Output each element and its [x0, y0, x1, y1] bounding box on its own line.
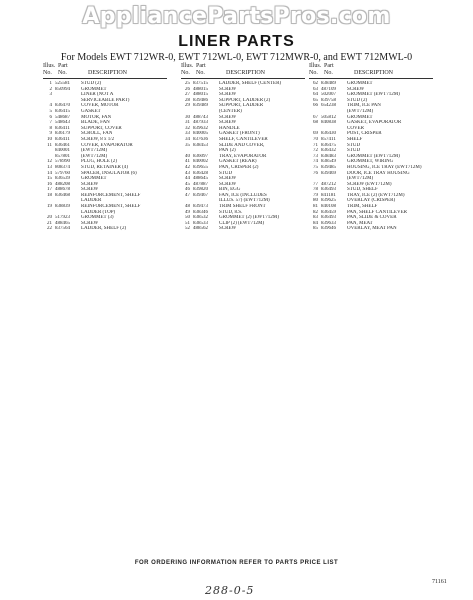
illus-number: 72 — [313, 148, 318, 154]
part-description: TRAY, EVAPORATOR — [219, 153, 267, 159]
part-description: BIN, EGG — [219, 187, 241, 193]
illus-number: 43 — [185, 170, 190, 176]
part-description: HOUSING, ICE TRAY (EWT712M) — [347, 164, 422, 170]
part-number: 808374 — [55, 164, 70, 170]
part-description: SCREW — [81, 220, 99, 226]
illus-number: 29 — [185, 103, 190, 109]
part-description: PAN, SHELF CANTILEVER — [347, 209, 407, 215]
column-header — [309, 63, 433, 77]
illus-number: 5 — [49, 108, 52, 114]
part-description: (EWT712M) — [81, 153, 108, 159]
part-row — [43, 226, 167, 232]
illus-number: 31 — [185, 120, 190, 126]
part-number: 839655 — [193, 164, 208, 170]
illus-number: 26 — [185, 86, 190, 92]
part-description: STUD (2) — [347, 97, 368, 103]
part-number: 839473 — [193, 204, 208, 210]
part-description: FAN, ICE (INCLUDES — [219, 192, 267, 198]
part-description: SCROLL, FAN — [81, 131, 113, 137]
illus-number: 27 — [185, 92, 190, 98]
illus-number: 14 — [47, 170, 52, 176]
part-description: LADDER, SHELF (CENTER) — [219, 81, 282, 86]
illus-number: 51 — [185, 220, 190, 226]
part-number: 502007 — [321, 92, 336, 98]
part-description: LINER (NOT A — [81, 92, 114, 98]
part-number: 836415 — [55, 108, 70, 114]
part-description: TRIM SHELF FRONT — [219, 204, 266, 210]
part-number: 836459 — [321, 209, 336, 215]
part-number: 488562 — [193, 226, 208, 232]
illus-number: 41 — [185, 159, 190, 165]
part-description: CLIP (2) (EWT712M) — [219, 220, 265, 226]
part-description: POST, CRISPER — [347, 131, 382, 137]
illus-number: 67 — [313, 114, 318, 120]
part-number: 839632 — [193, 125, 208, 131]
illus-number: 40 — [185, 153, 190, 159]
part-description: GROMMET (3) — [81, 215, 114, 221]
illus-number: 78 — [313, 187, 318, 193]
part-description: SCREW — [219, 120, 237, 126]
part-number: 850994 — [55, 86, 70, 92]
part-number: 525581 — [55, 81, 70, 86]
part-number: 838489 — [321, 81, 336, 86]
part-description: GROMMET (2) (EWT712M) — [219, 215, 279, 221]
illus-number: 33 — [185, 131, 190, 137]
illus-number: 68 — [313, 120, 318, 126]
illus-number: 79 — [313, 192, 318, 198]
part-number: 839820 — [193, 187, 208, 193]
part-number: 836468 — [55, 192, 70, 198]
part-number: 836097 — [193, 153, 208, 159]
part-no-header: Part No. — [58, 63, 68, 76]
illus-number: 52 — [185, 226, 190, 232]
part-description: (EWT712M) — [347, 108, 374, 114]
part-number: 487109 — [321, 86, 336, 92]
illus-number: 8 — [49, 125, 52, 131]
part-number: 840005 — [193, 131, 208, 137]
part-number: 488208 — [55, 181, 70, 187]
part-description: SCREW — [219, 86, 237, 92]
part-no-header: Part No. — [324, 63, 334, 76]
part-number: 488015 — [193, 86, 208, 92]
illus-number: 44 — [185, 176, 190, 182]
part-number: 836411 — [55, 136, 70, 142]
part-row — [181, 226, 305, 232]
part-description: SUPPORT, LADDER — [219, 103, 264, 109]
part-description: STUD — [347, 142, 361, 148]
part-number: 578990 — [55, 159, 70, 165]
part-description: SUPPORT, COVER — [81, 125, 122, 131]
part-number: 857801 — [55, 153, 70, 159]
part-number: 838549 — [321, 159, 336, 165]
part-number: 488743 — [193, 114, 208, 120]
part-row — [309, 226, 433, 232]
illus-number: 77 — [313, 181, 318, 187]
part-description: SUPPORT, LADDER (2) — [219, 97, 271, 103]
illus-number: 73 — [313, 153, 318, 159]
header-rule — [43, 78, 167, 79]
watermark: AppliancePartsPros.com — [82, 4, 391, 29]
part-number: 839489 — [193, 103, 208, 109]
part-description: STUD — [219, 170, 233, 176]
part-description: MOTOR, FAN — [81, 114, 112, 120]
part-number: 836539 — [55, 176, 70, 182]
part-description: COVER, EVAPORATOR — [81, 142, 133, 148]
ordering-note: FOR ORDERING INFORMATION REFER TO PARTS PRICE LIST — [134, 560, 339, 566]
illus-no-header: Illus. No. — [181, 63, 194, 76]
part-description: SCREW — [81, 181, 99, 187]
part-description: (EWT712M) — [347, 176, 374, 182]
part-number: 836461 — [55, 142, 70, 148]
illus-no-header: Illus. No. — [43, 63, 56, 76]
part-description: GROMMET — [81, 86, 107, 92]
part-description: SCREW — [219, 226, 237, 232]
part-description: PAN, MEAT — [347, 220, 373, 226]
illus-number: 10 — [47, 136, 52, 142]
illus-number: 6 — [49, 114, 52, 120]
part-number: 838533 — [193, 220, 208, 226]
part-description: STUD (2) — [81, 81, 102, 86]
part-number: 839469 — [321, 170, 336, 176]
illus-number: 28 — [185, 97, 190, 103]
illus-number: 64 — [313, 92, 318, 98]
illus-no-header: Illus. No. — [309, 63, 322, 76]
part-description: REINFORCEMENT, SHELF — [81, 204, 141, 210]
part-description: SPACER, INSULATOR (6) — [81, 170, 137, 176]
part-description: GROMMET — [81, 176, 107, 182]
illus-number: 80 — [313, 198, 318, 204]
part-description: SCREW — [219, 92, 237, 98]
part-number: 857411 — [321, 136, 336, 142]
part-number: 839625 — [321, 198, 336, 204]
illus-number: 20 — [47, 215, 52, 221]
part-number: 840838 — [321, 120, 336, 126]
part-number: 836475 — [321, 142, 336, 148]
illus-number: 7 — [49, 120, 52, 126]
part-number: 487887 — [193, 181, 208, 187]
part-number: 839758 — [321, 97, 336, 103]
illus-number: 62 — [313, 81, 318, 86]
part-description: GROMMET — [347, 114, 373, 120]
illus-number: 30 — [185, 114, 190, 120]
illus-number: 71 — [313, 142, 318, 148]
part-description: GROMMET (EWT712M) — [347, 92, 400, 98]
illus-number: 3 — [49, 92, 52, 98]
illus-number: 46 — [185, 187, 190, 193]
column-header — [43, 63, 167, 77]
part-description: COVER — [347, 125, 364, 131]
part-description: STUD — [347, 148, 361, 154]
part-number: 505812 — [321, 114, 336, 120]
part-number: 837636 — [193, 136, 208, 142]
part-description: STUD, SHELF — [347, 187, 378, 193]
parts-list — [43, 81, 167, 232]
illus-number: 11 — [47, 142, 52, 148]
part-number: 839633 — [321, 220, 336, 226]
part-number: 548643 — [55, 120, 70, 126]
description-header: DESCRIPTION — [88, 70, 128, 76]
part-description: GROMMET, WIRING — [347, 159, 394, 165]
handwritten-note: 288-0-5 — [205, 584, 255, 597]
illus-number: 16 — [47, 181, 52, 187]
illus-number: 15 — [47, 176, 52, 182]
part-number: 838839 — [55, 204, 70, 210]
illus-number: 17 — [47, 187, 52, 193]
part-description: GASKET (REAR) — [219, 159, 257, 165]
part-number: 488645 — [193, 176, 208, 182]
illus-number: 75 — [313, 164, 318, 170]
part-number: 487933 — [193, 120, 208, 126]
part-number: 836493 — [321, 215, 336, 221]
part-description: SCREW (EWT712M) — [347, 181, 392, 187]
illus-number: 4 — [49, 103, 52, 109]
part-description: SCREW — [219, 176, 237, 182]
part-description: TRIM, SHELF — [347, 204, 378, 210]
header-rule — [181, 78, 305, 79]
part-number: 517923 — [55, 215, 70, 221]
illus-number: 35 — [185, 142, 190, 148]
part-number: 488465 — [55, 220, 70, 226]
illus-number: 85 — [313, 226, 318, 232]
illus-number: 63 — [313, 86, 318, 92]
part-description: STUD, RETAINER (4) — [81, 164, 128, 170]
part-number: 839485 — [321, 164, 336, 170]
part-number: 836493 — [321, 187, 336, 193]
part-description: GROMMET — [347, 81, 373, 86]
part-description: REINFORCEMENT, SHELF — [81, 192, 141, 198]
part-no-header: Part No. — [196, 63, 206, 76]
part-number: 838346 — [193, 209, 208, 215]
page-title: LINER PARTS — [178, 33, 295, 50]
illus-number: 9 — [49, 131, 52, 137]
description-header: DESCRIPTION — [354, 70, 394, 76]
part-number: 654238 — [321, 103, 336, 109]
part-description: HANDLE — [219, 125, 240, 131]
illus-number: 34 — [185, 136, 190, 142]
page-code: 71161 — [432, 579, 447, 585]
part-description: PAN (2) — [219, 148, 236, 154]
illus-number: 82 — [313, 209, 318, 215]
part-number: 841181 — [321, 192, 336, 198]
part-number: 837515 — [193, 81, 208, 86]
illus-number: 69 — [313, 131, 318, 137]
part-description: PAN, SLIDE & COVER — [347, 215, 397, 221]
illus-number: 19 — [47, 204, 52, 210]
illus-number: 66 — [313, 103, 318, 109]
part-description: SCREW — [219, 181, 237, 187]
part-number: 488678 — [55, 187, 70, 193]
illus-number: 21 — [47, 220, 52, 226]
part-description: TRIM, ICE PAN — [347, 103, 381, 109]
part-number: 836430 — [321, 131, 336, 137]
part-number: 487212 — [321, 181, 336, 187]
parts-list — [309, 81, 433, 232]
part-description: SCREW — [81, 187, 99, 193]
page-subtitle: For Models EWT 712WR-0, EWT 712WL-0, EWT 712MWR-0, and EWT 712MWL-0 — [60, 52, 413, 63]
part-description: PAN, CRISPER (2) — [219, 164, 259, 170]
part-description: TRAY, ICE (2) (EWT712M) — [347, 192, 405, 198]
part-number: 838483 — [321, 153, 336, 159]
part-number: 840108 — [321, 204, 336, 210]
description-header: DESCRIPTION — [226, 70, 266, 76]
part-number: 488015 — [193, 92, 208, 98]
part-description: STUD, 8.S. — [219, 209, 243, 215]
illus-number: 76 — [313, 170, 318, 176]
part-number: 836428 — [193, 170, 208, 176]
part-number: 836432 — [321, 148, 336, 154]
illus-number: 18 — [47, 192, 52, 198]
part-description: ILLUS. 57) (EWT712M) — [219, 198, 270, 204]
part-number: 840001 — [55, 148, 70, 154]
part-description: OVERLAY, MEAT PAN — [347, 226, 397, 232]
part-number: 836411 — [55, 125, 70, 131]
part-number: 839646 — [321, 226, 336, 232]
illus-number: 2 — [49, 86, 52, 92]
part-number: 839486 — [193, 97, 208, 103]
part-description: GASKET (FRONT) — [219, 131, 260, 137]
illus-number: 1 — [49, 81, 52, 86]
part-number: 838532 — [193, 215, 208, 221]
part-description: SCREW — [219, 114, 237, 120]
part-description: LADDER — [81, 198, 102, 204]
part-description: OVERLAY (CRISPER) — [347, 198, 396, 204]
part-description: COVER, MOTOR — [81, 103, 119, 109]
part-description: LADDER (TOP) — [81, 209, 116, 215]
parts-column-1 — [43, 63, 167, 232]
part-number: 839467 — [193, 192, 208, 198]
illus-number: 81 — [313, 204, 318, 210]
part-description: SLIDE AND COVER, — [219, 142, 265, 148]
part-description: (EWT712M) — [81, 148, 108, 154]
part-description: SCREW, 8 x 1/2 — [81, 136, 115, 142]
part-number: 836179 — [55, 131, 70, 137]
part-description: GASKET — [81, 108, 101, 114]
illus-number: 83 — [313, 215, 318, 221]
illus-number: 48 — [185, 204, 190, 210]
illus-number: 74 — [313, 159, 318, 165]
part-description: GASKET, EVAPORATOR — [347, 120, 402, 126]
illus-number: 47 — [185, 192, 190, 198]
part-number: 840002 — [193, 159, 208, 165]
header-rule — [309, 78, 433, 79]
illus-number: 65 — [313, 97, 318, 103]
illus-number: 84 — [313, 220, 318, 226]
part-description: LADDER, SHELF (2) — [81, 226, 127, 232]
illus-number: 25 — [185, 81, 190, 86]
part-description: PLUG, HOLE (2) — [81, 159, 117, 165]
part-description: SHELF — [347, 136, 363, 142]
part-description: SERVICEABLE PART) — [81, 97, 130, 103]
illus-number: 45 — [185, 181, 190, 187]
part-description: SHELF, CANTILEVER — [219, 136, 268, 142]
illus-number: 70 — [313, 136, 318, 142]
part-description: BLADE, FAN — [81, 120, 110, 126]
part-description: (CENTER) — [219, 108, 242, 114]
illus-number: 12 — [47, 159, 52, 165]
illus-number: 22 — [47, 226, 52, 232]
part-description: SCREW — [347, 86, 365, 92]
part-number: 837564 — [55, 226, 70, 232]
part-number: 548687 — [55, 114, 70, 120]
illus-number: 49 — [185, 209, 190, 215]
illus-number: 32 — [185, 125, 190, 131]
part-number: 838453 — [193, 142, 208, 148]
part-number: 579760 — [55, 170, 70, 176]
parts-column-3 — [309, 63, 433, 232]
part-description: GROMMET (EWT712M) — [347, 153, 400, 159]
illus-number: 13 — [47, 164, 52, 170]
part-description: DOOR, ICE TRAY HOUSING — [347, 170, 410, 176]
illus-number: 42 — [185, 164, 190, 170]
column-header — [181, 63, 305, 77]
part-number: 836470 — [55, 103, 70, 109]
illus-number: 50 — [185, 215, 190, 221]
parts-column-2 — [181, 63, 305, 232]
parts-list — [181, 81, 305, 232]
